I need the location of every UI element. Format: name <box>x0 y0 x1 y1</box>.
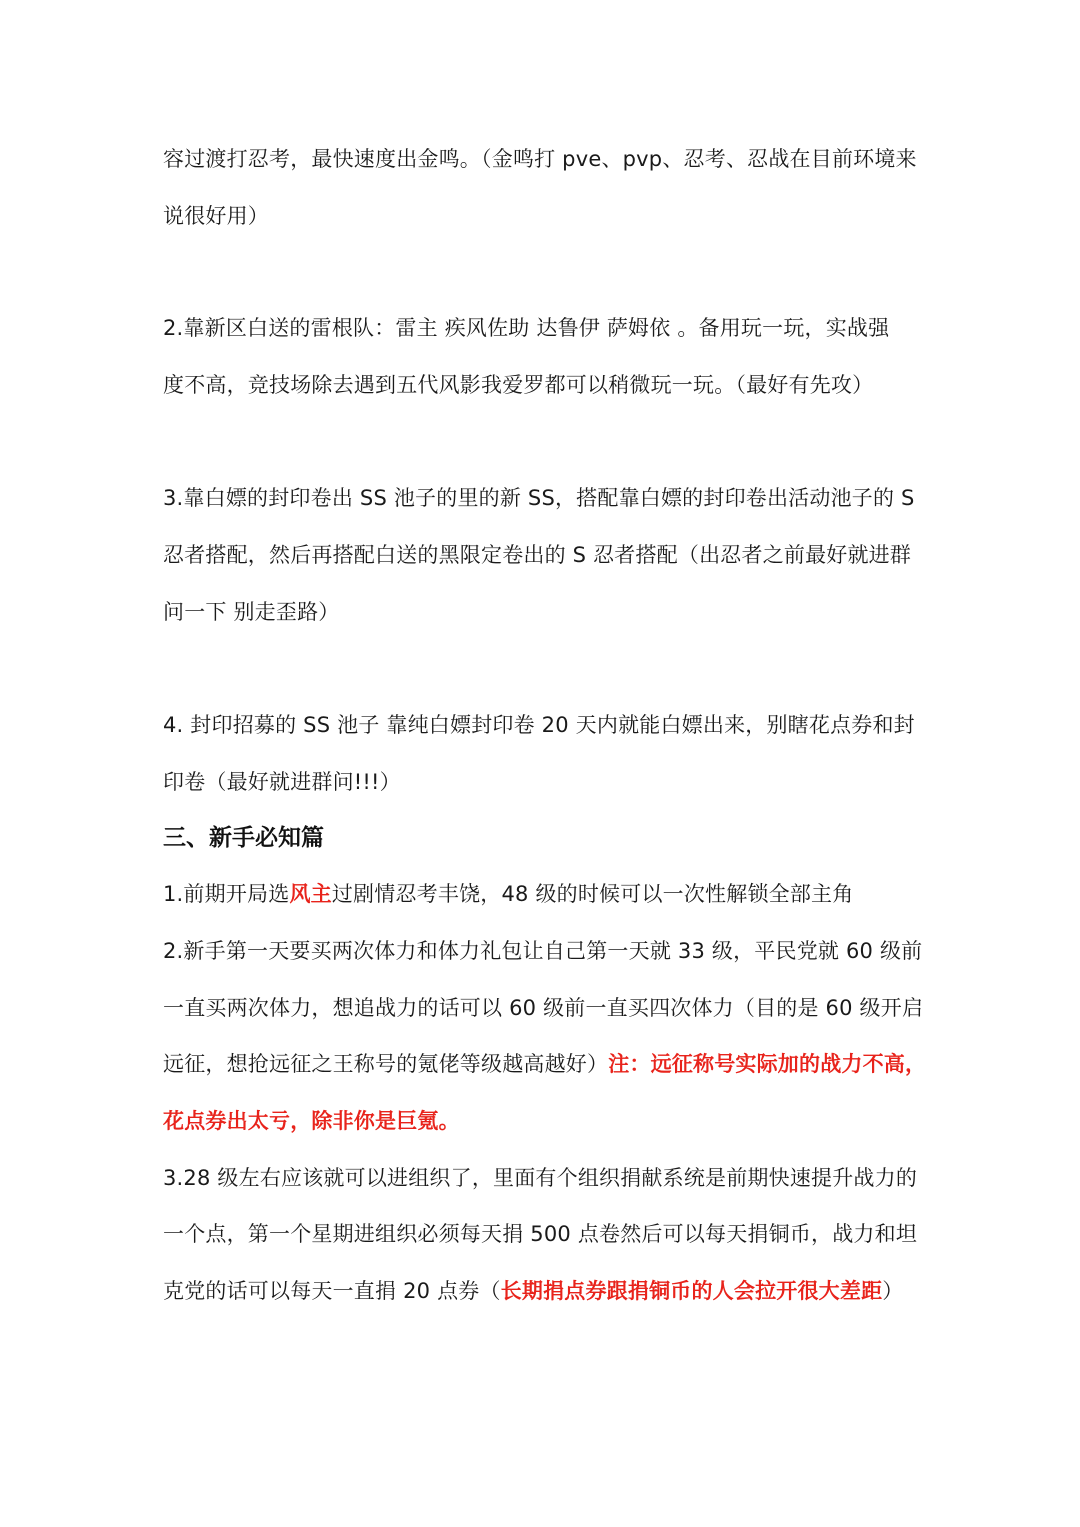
tip-3-line: 3.28 级左右应该就可以进组织了，里面有个组织捐献系统是前期快速提升战力的 <box>163 1166 918 1190</box>
paragraph-line: 说很好用） <box>163 204 269 228</box>
item-3-line: 问一下 别走歪路） <box>163 600 340 624</box>
tip-2-line: 一直买两次体力，想追战力的话可以 60 级前一直买四次体力（目的是 60 级开启 <box>163 996 924 1020</box>
tip-3-suffix: ） <box>882 1279 904 1303</box>
item-4-line: 4. 封印招募的 SS 池子 靠纯白嫖封印卷 20 天内就能白嫖出来，别瞎花点券和封 <box>163 713 915 737</box>
tip-1-line <box>163 879 923 909</box>
tip-3-highlight: 长期捐点券跟捐铜币的人会拉开很大差距 <box>500 1279 883 1303</box>
item-4-line: 印卷（最好就进群问!!!） <box>163 770 401 794</box>
paragraph-line: 容过渡打忍考，最快速度出金鸣。（金鸣打 pve、pvp、忍考、忍战在目前环境来 <box>163 147 917 171</box>
tip-2-note: 花点券出太亏，除非你是巨氪。 <box>163 1109 460 1133</box>
tip-1-highlight: 风主 <box>289 882 332 906</box>
tip-1-suffix: 过剧情忍考丰饶，48 级的时候可以一次性解锁全部主角 <box>331 882 854 906</box>
tip-2-text: 远征，想抢远征之王称号的氪佬等级越高越好） <box>163 1052 609 1076</box>
tip-3-text: 克党的话可以每天一直捐 20 点券（ <box>163 1279 501 1303</box>
tip-2-line <box>163 1049 927 1079</box>
tip-2-note: 注：远征称号实际加的战力不高， <box>608 1052 927 1076</box>
tip-3-line <box>163 1276 923 1306</box>
tip-3-line: 一个点，第一个星期进组织必须每天捐 500 点卷然后可以每天捐铜币，战力和坦 <box>163 1222 918 1246</box>
section-heading: 三、新手必知篇 <box>163 825 324 851</box>
item-2-line: 度不高，竞技场除去遇到五代风影我爱罗都可以稍微玩一玩。（最好有先攻） <box>163 373 874 397</box>
item-3-line: 忍者搭配，然后再搭配白送的黑限定卷出的 S 忍者搭配（出忍者之前最好就进群 <box>163 543 912 567</box>
tip-1-prefix: 1.前期开局选 <box>163 882 290 906</box>
tip-2-line: 2.新手第一天要买两次体力和体力礼包让自己第一天就 33 级，平民党就 60 级前 <box>163 939 923 963</box>
tip-2-line <box>163 1106 923 1136</box>
item-3-line: 3.靠白嫖的封印卷出 SS 池子的里的新 SS，搭配靠白嫖的封印卷出活动池子的 S <box>163 486 915 510</box>
item-2-line: 2.靠新区白送的雷根队：雷主 疾风佐助 达鲁伊 萨姆依 。备用玩一玩，实战强 <box>163 316 890 340</box>
